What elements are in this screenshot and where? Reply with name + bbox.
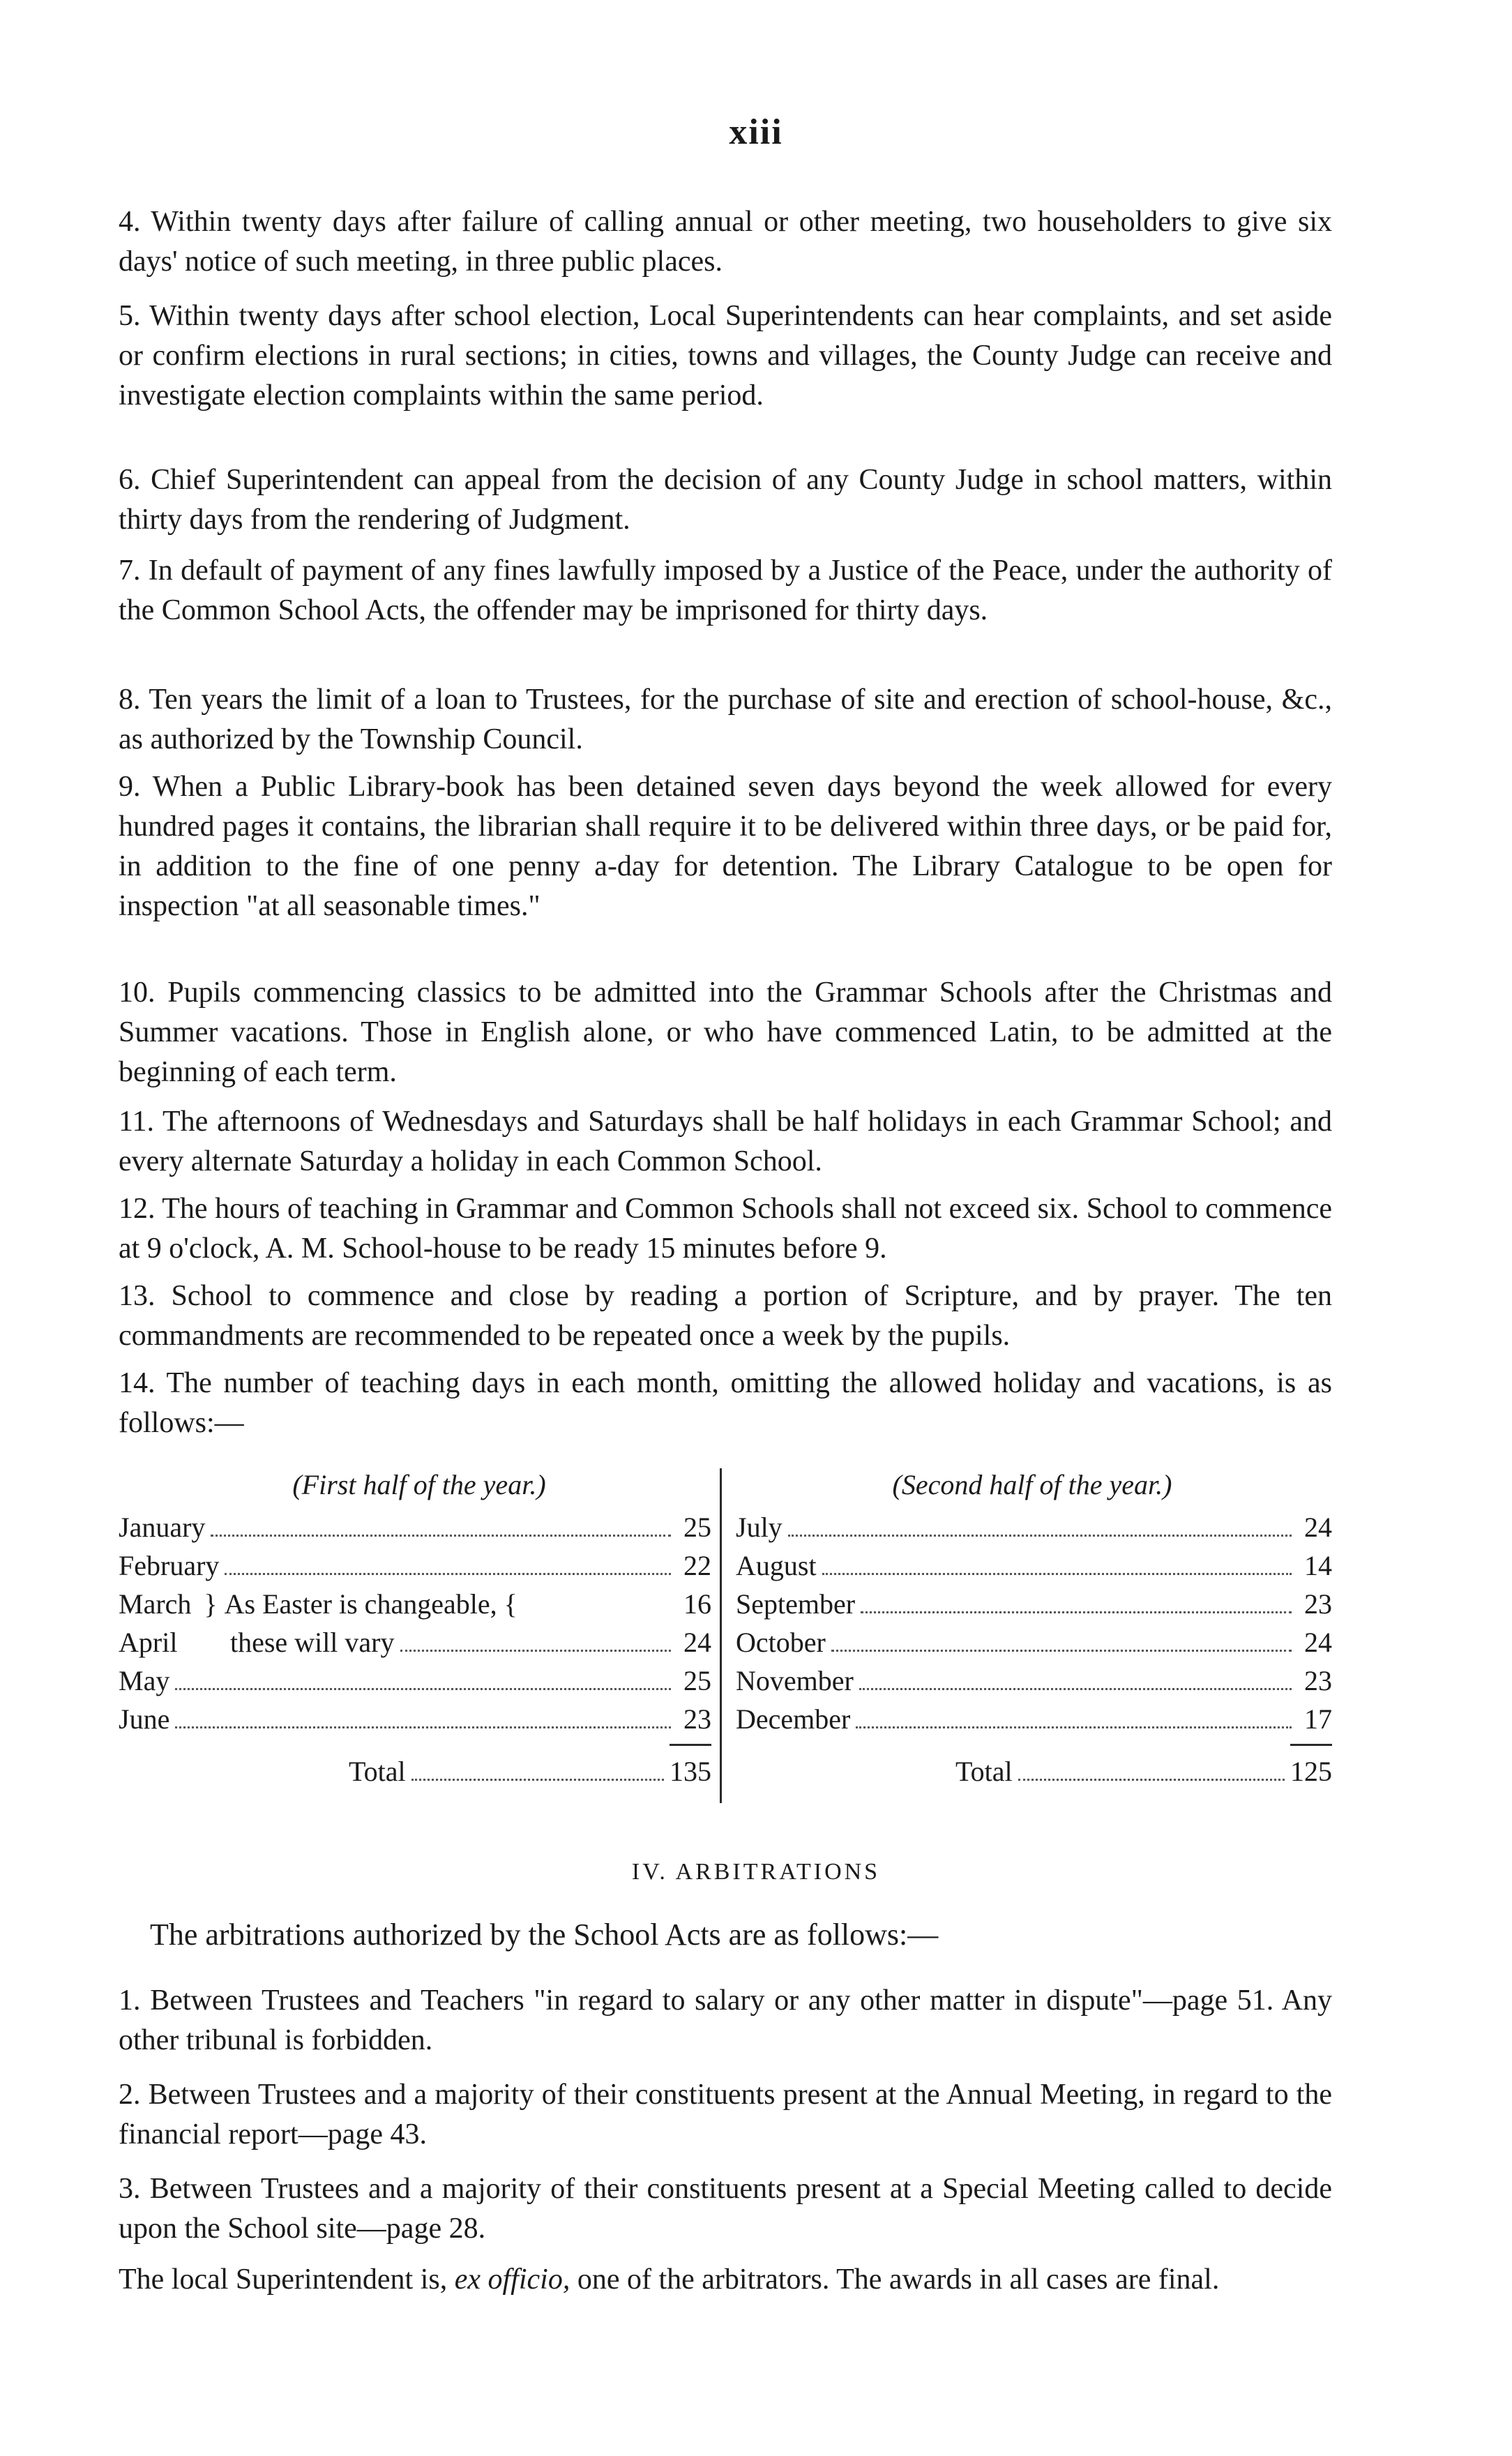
month-row	[119, 1510, 711, 1545]
month-days: 23	[1304, 1588, 1332, 1620]
month-days: 23	[1304, 1665, 1332, 1696]
month-days: 25	[683, 1512, 711, 1543]
month-days: 16	[683, 1588, 711, 1620]
column-divider	[720, 1468, 722, 1803]
month-row	[736, 1510, 1332, 1545]
month-row	[736, 1702, 1332, 1737]
month-days: 25	[683, 1665, 711, 1696]
rule-number: 12.	[119, 1193, 156, 1225]
month-name: August	[736, 1550, 817, 1581]
closing-paragraph	[119, 2260, 1332, 2300]
rule-number: 6.	[119, 464, 141, 496]
rule-number: 10.	[119, 977, 156, 1009]
rule-number: 8.	[119, 684, 141, 716]
month-days: 24	[1304, 1512, 1332, 1543]
rule-5	[119, 296, 1332, 416]
rule-text: Ten years the limit of a loan to Trustees, for the purchase of site and erection of school-house, &c., as authorized by the Township Council.	[119, 684, 1332, 755]
rule-text: The afternoons of Wednesdays and Saturdays shall be half holidays in each Grammar School; and every alternate Saturday a holiday in each Common School.	[119, 1106, 1332, 1177]
rule-text: Within twenty days after school election, Local Superintendents can hear complaints, and set aside or confirm elections in rural sections; in cities, towns and villages, the County Judge can receive and investigate election complaints within the same period.	[119, 300, 1332, 412]
month-name: February	[119, 1550, 220, 1581]
rule-14	[119, 1364, 1332, 1443]
month-row	[736, 1549, 1332, 1583]
arbitration-text: Between Trustees and Teachers "in regard to salary or any other matter in dispute"—page 51. Any other tribunal is forbidden.	[119, 1984, 1332, 2056]
month-row	[119, 1664, 711, 1698]
rule-number: 9.	[119, 771, 141, 803]
month-name: July	[736, 1512, 783, 1543]
rule-number: 7.	[119, 555, 141, 587]
rule-text: The number of teaching days in each month, omitting the allowed holiday and vacations, is as follows:—	[119, 1367, 1332, 1439]
leader-dots	[225, 1573, 671, 1575]
total-row	[955, 1754, 1332, 1789]
month-name: January	[119, 1512, 206, 1543]
rule-text: In default of payment of any fines lawfully imposed by a Justice of the Peace, under the authority of the Common School Acts, the offender may be imprisoned for thirty days.	[119, 555, 1333, 626]
rule-number: 11.	[119, 1106, 154, 1138]
arbitration-number: 2.	[119, 2079, 141, 2111]
rule-text: Pupils commencing classics to be admitted into the Grammar Schools after the Christmas and Summer vacations. Those in English alone, or who have commenced Latin, to be admitted at the beginning of each term.	[119, 977, 1333, 1088]
month-row	[119, 1625, 711, 1660]
leader-dots	[411, 1779, 664, 1781]
rule-4	[119, 202, 1332, 282]
month-days: 14	[1304, 1550, 1332, 1581]
leader-dots	[788, 1535, 1292, 1537]
total-label: Total	[955, 1756, 1013, 1787]
leader-dots	[856, 1726, 1292, 1728]
month-row	[119, 1702, 711, 1737]
month-days: 24	[1304, 1627, 1332, 1658]
sum-rule	[1290, 1744, 1332, 1746]
rule-text: School to commence and close by reading a portion of Scripture, and by prayer. The ten commandments are recommended to be repeated once a week by the pupils.	[119, 1280, 1333, 1352]
section-heading: IV. ARBITRATIONS	[631, 1859, 881, 1885]
rule-number: 4.	[119, 206, 141, 238]
leader-dots	[859, 1688, 1292, 1690]
closing-text-italic: ex officio,	[454, 2263, 570, 2296]
arbitration-2	[119, 2075, 1332, 2155]
rule-9	[119, 767, 1332, 926]
rule-text: Within twenty days after failure of calling annual or other meeting, two householders to give six days' notice of such meeting, in three public places.	[119, 206, 1332, 278]
brace-left: }	[204, 1588, 218, 1620]
rule-13	[119, 1276, 1332, 1356]
rule-6	[119, 460, 1332, 540]
month-row	[736, 1664, 1332, 1698]
rule-8	[119, 680, 1332, 760]
brace-right: {	[504, 1588, 517, 1620]
rule-10	[119, 973, 1332, 1092]
arbitration-1	[119, 1981, 1332, 2061]
rule-text: When a Public Library-book has been detained seven days beyond the week allowed for every hundred pages it contains, the librarian shall require it to be delivered within three days, or be paid for, in addition to the fine of one penny a-day for detention. The Library Catalogue to be open for inspection "at all seasonable times."	[119, 771, 1332, 922]
teaching-days-table	[119, 1468, 1332, 1803]
month-row	[736, 1587, 1332, 1622]
closing-text-start: The local Superintendent is,	[119, 2263, 455, 2296]
second-half-heading: (Second half of the year.)	[892, 1469, 1172, 1500]
rule-number: 5.	[119, 300, 141, 332]
rule-number: 13.	[119, 1280, 156, 1312]
rule-7	[119, 551, 1332, 631]
month-row	[119, 1549, 711, 1583]
rule-12	[119, 1189, 1332, 1269]
total-days: 135	[670, 1756, 711, 1787]
month-days: 24	[683, 1627, 711, 1658]
month-name: March	[119, 1588, 192, 1620]
easter-note-line2: these will vary	[230, 1627, 395, 1658]
month-row	[119, 1587, 711, 1622]
total-days: 125	[1290, 1756, 1332, 1787]
total-row	[349, 1754, 711, 1789]
leader-dots	[211, 1535, 671, 1537]
arbitration-text: Between Trustees and a majority of their constituents present at a Special Meeting called to decide upon the School site—page 28.	[119, 2173, 1332, 2245]
month-name: June	[119, 1703, 170, 1735]
month-name: September	[736, 1588, 856, 1620]
leader-dots	[831, 1650, 1292, 1652]
arbitration-text: Between Trustees and a majority of their constituents present at the Annual Meeting, in regard to the financial report—page 43.	[119, 2079, 1332, 2150]
arbitration-number: 1.	[119, 1984, 141, 2017]
month-name: December	[736, 1703, 851, 1735]
leader-dots	[400, 1650, 672, 1652]
sum-rule	[670, 1744, 711, 1746]
closing-text-end: one of the arbitrators. The awards in all cases are final.	[570, 2263, 1220, 2296]
arbitration-number: 3.	[119, 2173, 141, 2205]
month-days: 23	[683, 1703, 711, 1735]
arbitration-3	[119, 2169, 1332, 2249]
total-label: Total	[349, 1756, 406, 1787]
month-name: October	[736, 1627, 826, 1658]
rule-11	[119, 1102, 1332, 1182]
rule-text: Chief Superintendent can appeal from the decision of any County Judge in school matters, within thirty days from the rendering of Judgment.	[119, 464, 1333, 536]
leader-dots	[175, 1688, 671, 1690]
leader-dots	[175, 1726, 671, 1728]
month-days: 22	[683, 1550, 711, 1581]
month-name: May	[119, 1665, 170, 1696]
month-row	[736, 1625, 1332, 1660]
month-name: November	[736, 1665, 854, 1696]
arbitrations-intro: The arbitrations authorized by the School Acts are as follows:—	[150, 1918, 939, 1952]
leader-dots	[861, 1611, 1292, 1613]
month-name: April	[119, 1627, 178, 1658]
page-number: xiii	[729, 112, 783, 152]
leader-dots	[822, 1573, 1292, 1575]
leader-dots	[1018, 1779, 1285, 1781]
first-half-heading: (First half of the year.)	[292, 1469, 546, 1500]
rule-text: The hours of teaching in Grammar and Common Schools shall not exceed six. School to commence at 9 o'clock, A. M. School-house to be ready 15 minutes before 9.	[119, 1193, 1332, 1265]
month-days: 17	[1304, 1703, 1332, 1735]
easter-note-line1: As Easter is changeable,	[224, 1588, 497, 1620]
rule-number: 14.	[119, 1367, 156, 1399]
